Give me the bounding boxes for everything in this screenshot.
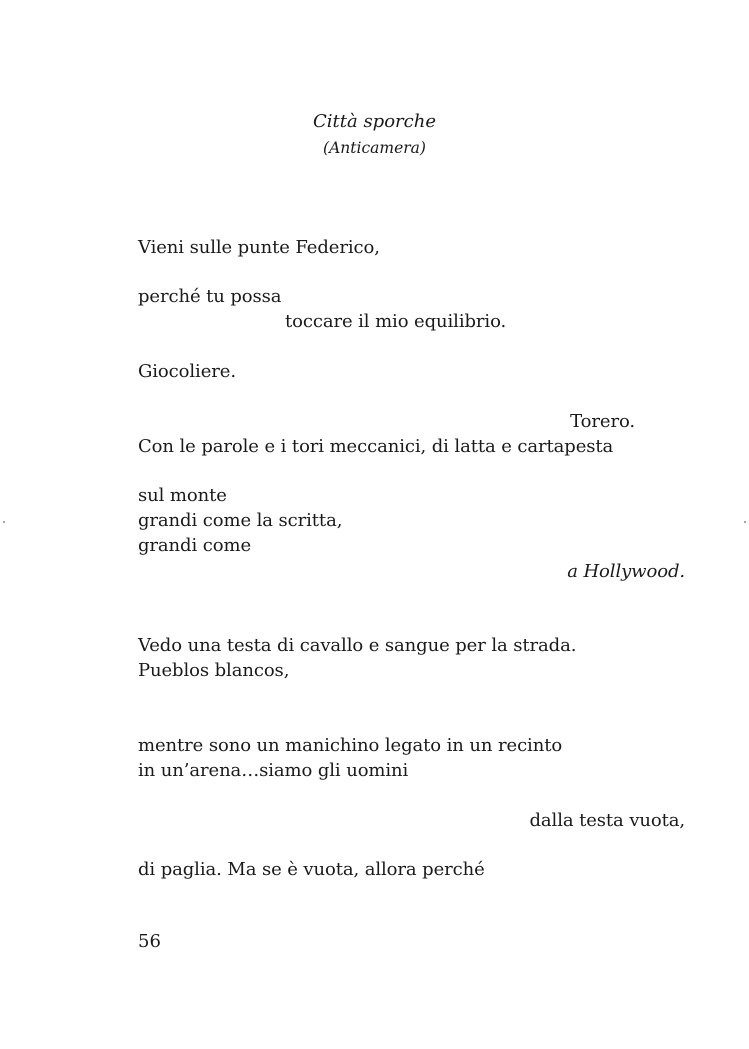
poem-line: toccare il mio equilibrio. [285, 311, 507, 332]
poem-line: Giocoliere. [138, 361, 236, 382]
poem-subtitle: (Anticamera) [323, 139, 426, 157]
poem-line: grandi come la scritta, [138, 510, 343, 531]
poem-line: in un’arena…siamo gli uomini [138, 760, 409, 781]
poem-line: Vedo una testa di cavallo e sangue per la strada. [138, 635, 577, 656]
poem-line: dalla testa vuota, [529, 810, 685, 831]
poem-line: Vieni sulle punte Federico, [138, 237, 380, 258]
poem-line: Pueblos blancos, [138, 660, 290, 681]
poem-line: perché tu possa [138, 286, 282, 307]
poem-line: mentre sono un manichino legato in un recinto [138, 735, 563, 756]
poem-line: Torero. [570, 411, 635, 432]
scan-mark [744, 521, 746, 523]
poem-line: Con le parole e i tori meccanici, di latta e cartapesta [138, 436, 614, 457]
poem-line: a Hollywood. [567, 561, 685, 582]
poem-title: Città sporche [313, 111, 436, 132]
poem-line: di paglia. Ma se è vuota, allora perché [138, 859, 485, 880]
poem-line: grandi come [138, 535, 251, 556]
poem-line: sul monte [138, 485, 227, 506]
scan-mark [3, 521, 5, 523]
page-number: 56 [138, 931, 161, 952]
